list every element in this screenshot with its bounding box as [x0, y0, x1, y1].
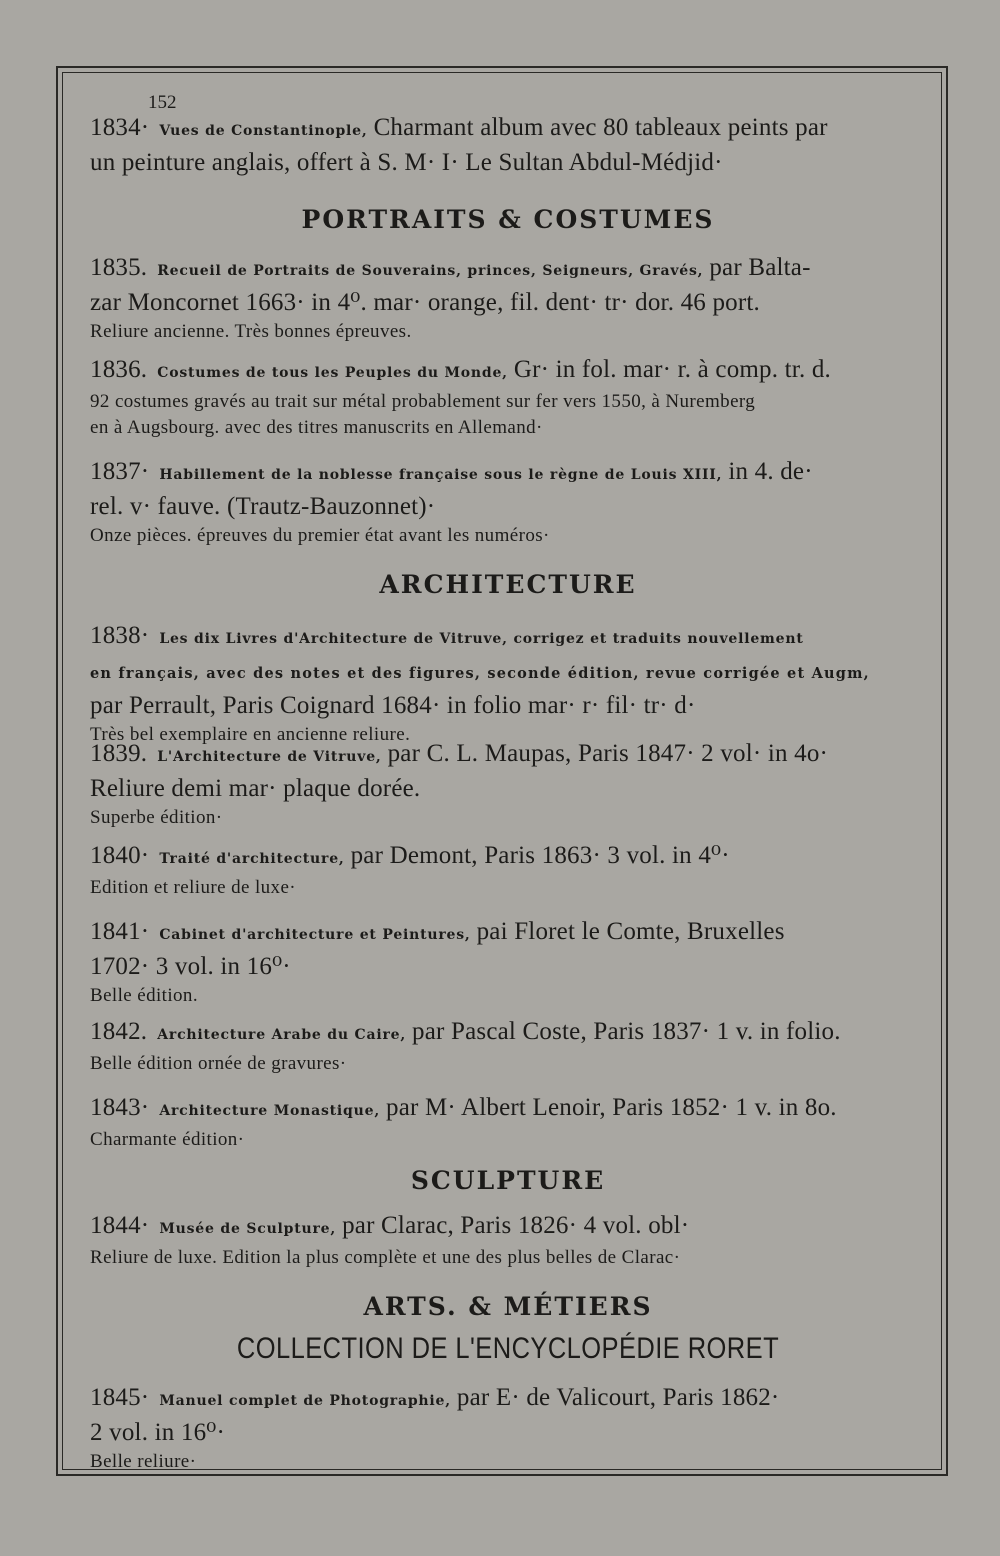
- entry-text: un peinture anglais, offert à S. M· I· Le Sultan Abdul-Médjid·: [90, 149, 723, 176]
- entry-number: 1839.: [90, 740, 148, 767]
- catalog-entry-1836: [90, 354, 926, 441]
- entry-note: en à Augsbourg. avec des titres manuscrits en Allemand·: [90, 417, 543, 438]
- entry-title: L'Architecture de Vitruve,: [157, 749, 382, 765]
- entry-title: Architecture Arabe du Caire,: [157, 1027, 407, 1043]
- entry-title: Costumes de tous les Peuples du Monde,: [157, 365, 508, 381]
- entry-number: 1840·: [90, 842, 150, 869]
- entry-number: 1837·: [90, 458, 150, 485]
- entry-title: Architecture Monastique,: [159, 1103, 380, 1119]
- entry-text: par C. L. Maupas, Paris 1847· 2 vol· in 4o·: [387, 740, 829, 767]
- entry-number: 1835.: [90, 254, 148, 281]
- entry-text: par Pascal Coste, Paris 1837· 1 v. in folio.: [412, 1018, 841, 1045]
- page-number: 152: [148, 92, 177, 113]
- entry-note: Onze pièces. épreuves du premier état avant les numéros·: [90, 525, 550, 546]
- entry-text: Reliure demi mar· plaque dorée.: [90, 775, 421, 802]
- entry-note: Reliure ancienne. Très bonnes épreuves.: [90, 321, 412, 342]
- entry-text: Charmant album avec 80 tableaux peints par: [373, 114, 828, 141]
- entry-number: 1842.: [90, 1018, 148, 1045]
- entry-text: 1702· 3 vol. in 16⁰·: [90, 953, 291, 980]
- entry-title: Musée de Sculpture,: [159, 1221, 337, 1237]
- entry-note: Belle édition ornée de gravures·: [90, 1053, 347, 1074]
- catalog-entry-1844: [90, 1210, 926, 1271]
- entry-number: 1838·: [90, 622, 150, 649]
- entry-text: pai Floret le Comte, Bruxelles: [476, 918, 785, 945]
- entry-note: Superbe édition·: [90, 807, 223, 828]
- entry-text: 2 vol. in 16⁰·: [90, 1419, 226, 1446]
- entry-number: 1845·: [90, 1384, 150, 1411]
- entry-number: 1841·: [90, 918, 150, 945]
- entry-number: 1844·: [90, 1212, 150, 1239]
- entry-text: par Balta-: [709, 254, 811, 281]
- catalog-entry-1838: [90, 620, 926, 748]
- entry-number: 1843·: [90, 1094, 150, 1121]
- entry-note: Charmante édition·: [90, 1129, 245, 1150]
- entry-text: par E· de Valicourt, Paris 1862·: [456, 1384, 780, 1411]
- entry-number: 1834·: [90, 114, 150, 141]
- entry-note: Reliure de luxe. Edition la plus complète et une des plus belles de Clarac·: [90, 1247, 681, 1268]
- entry-text: par M· Albert Lenoir, Paris 1852· 1 v. in 8o.: [386, 1094, 837, 1121]
- entry-title: Cabinet d'architecture et Peintures,: [159, 927, 471, 943]
- entry-title: Recueil de Portraits de Souverains, princes, Seigneurs, Gravés,: [157, 263, 704, 279]
- catalog-entry-1841: [90, 916, 926, 1009]
- entry-note: Belle reliure·: [90, 1451, 197, 1472]
- section-heading-sculpture: SCULPTURE: [410, 1166, 606, 1195]
- entry-title: Vues de Constantinople,: [159, 123, 368, 139]
- entry-number: 1836.: [90, 356, 148, 383]
- entry-note: 92 costumes gravés au trait sur métal probablement sur fer vers 1550, à Nuremberg: [90, 391, 756, 412]
- catalog-entry-1843: [90, 1092, 926, 1153]
- entry-text: par Perrault, Paris Coignard 1684· in folio mar· r· fil· tr· d·: [90, 692, 696, 719]
- entry-title: Traité d'architecture,: [159, 851, 345, 867]
- catalog-entry-1837: [90, 456, 926, 549]
- section-heading-arts: ARTS. & MÉTIERS: [363, 1292, 653, 1321]
- catalog-entry-1840: [90, 840, 926, 901]
- entry-text: par Clarac, Paris 1826· 4 vol. obl·: [342, 1212, 690, 1239]
- entry-title: Manuel complet de Photographie,: [159, 1393, 451, 1409]
- entry-text: in 4. de·: [728, 458, 813, 485]
- entry-text: Gr· in fol. mar· r. à comp. tr. d.: [513, 356, 831, 383]
- entry-text: rel. v· fauve. (Trautz-Bauzonnet)·: [90, 493, 436, 520]
- catalog-entry-1834: [90, 112, 926, 179]
- entry-text: par Demont, Paris 1863· 3 vol. in 4⁰·: [350, 842, 730, 869]
- catalog-entry-1845: [90, 1382, 926, 1475]
- section-subheading-roret: COLLECTION DE L'ENCYCLOPÉDIE RORET: [236, 1332, 780, 1365]
- entry-title: en français, avec des notes et des figures, seconde édition, revue corrigée et Augm,: [90, 665, 870, 682]
- entry-title: Les dix Livres d'Architecture de Vitruve, corrigez et traduits nouvellement: [159, 631, 804, 647]
- entry-note: Edition et reliure de luxe·: [90, 877, 297, 898]
- section-heading-architecture: ARCHITECTURE: [379, 570, 637, 599]
- catalog-entry-1839: [90, 738, 926, 831]
- entry-text: zar Moncornet 1663· in 4⁰. mar· orange, fil. dent· tr· dor. 46 port.: [90, 289, 760, 316]
- section-heading-portraits: PORTRAITS & COSTUMES: [301, 205, 715, 234]
- catalog-entry-1835: [90, 252, 926, 345]
- catalog-entry-1842: [90, 1016, 926, 1077]
- entry-note: Belle édition.: [90, 985, 198, 1006]
- entry-title: Habillement de la noblesse française sous le règne de Louis XIII,: [159, 467, 723, 483]
- entry-note: Très bel exemplaire en ancienne reliure.: [90, 724, 411, 745]
